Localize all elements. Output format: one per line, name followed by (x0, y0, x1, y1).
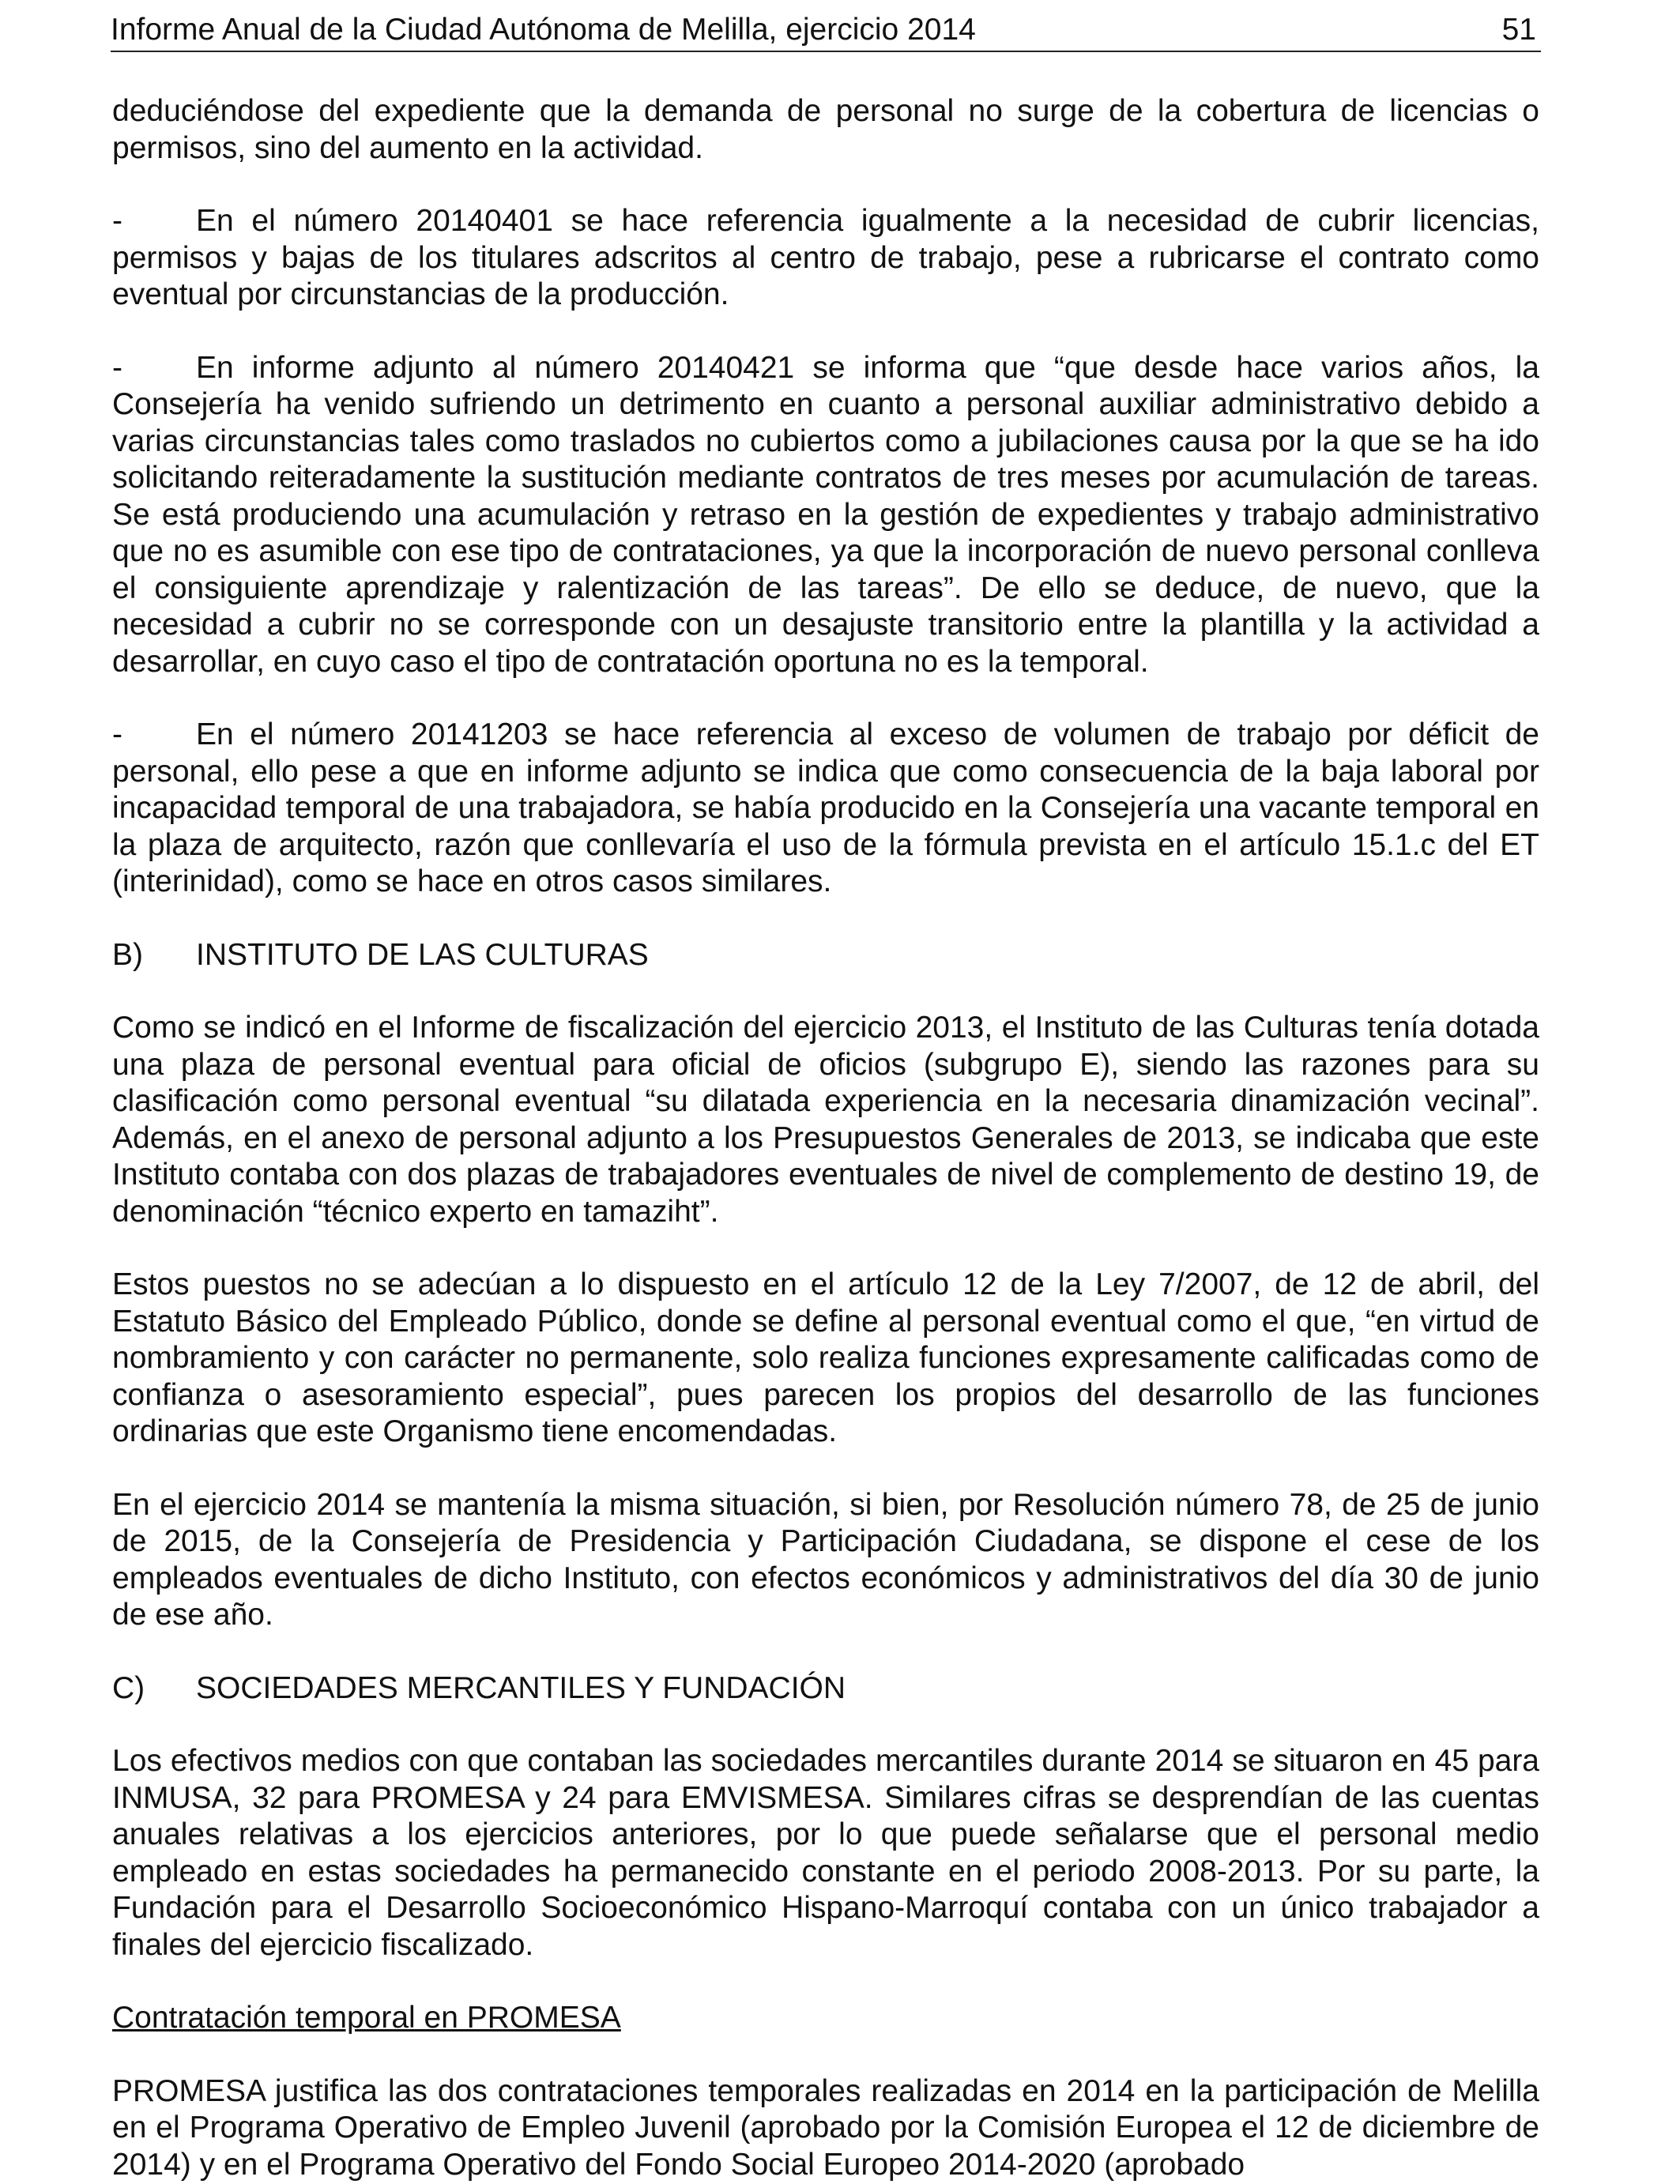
list-item-text: En informe adjunto al número 20140421 se informa que “que desde hace varios años, la Consejería ha venido sufriendo un detrimento en cuanto a personal auxiliar administrativo debido a varias circunstancias tales como traslados no cubiertos como a jubilaciones causa por la que se ha ido solicitando reiteradamente la sustitución mediante contratos de tres meses por acumulación de tareas. Se está produciendo una acumulación y retraso en la gestión de expedientes y trabajo administrativo que no es asumible con ese tipo de contrataciones, ya que la incorporación de nuevo personal conlleva el consiguiente aprendizaje y ralentización de las tareas”. De ello se deduce, de nuevo, que la necesidad a cubrir no se corresponde con un desajuste transitorio entre la plantilla y la actividad a desarrollar, en cuyo caso el tipo de contratación oportuna no es la temporal. (112, 350, 1539, 679)
subheading-promesa: Contratación temporal en PROMESA (112, 2001, 621, 2035)
section-title: INSTITUTO DE LAS CULTURAS (196, 937, 649, 972)
section-heading-b (112, 937, 1539, 974)
paragraph: PROMESA justifica las dos contrataciones temporales realizadas en 2014 en la participación de Melilla en el Programa Operativo de Empleo Juvenil (aprobado por la Comisión Europea el 12 de diciembre de 2014) y en el Programa Operativo del Fondo Social Europeo 2014-2020 (aprobado (112, 2073, 1539, 2182)
paragraph: En el ejercicio 2014 se mantenía la misma situación, si bien, por Resolución número 78, de 25 de junio de 2015, de la Consejería de Presidencia y Participación Ciudadana, se dispone el cese de los empleados eventuales de dicho Instituto, con efectos económicos y administrativos del día 30 de junio de ese año. (112, 1487, 1539, 1632)
paragraph: Como se indicó en el Informe de fiscalización del ejercicio 2013, el Instituto de las Culturas tenía dotada una plaza de personal eventual para oficial de oficios (subgrupo E), siendo las razones para su clasificación como personal eventual “su dilatada experiencia en la necesaria dinamización vecinal”. Además, en el anexo de personal adjunto a los Presupuestos Generales de 2013, se indicaba que este Instituto contaba con dos plazas de trabajadores eventuales de nivel de complemento de destino 19, de denominación “técnico experto en tamaziht”. (112, 1011, 1539, 1229)
list-item (112, 350, 1539, 681)
paragraph: deduciéndose del expediente que la demanda de personal no surge de la cobertura de licencias o permisos, sino del aumento en la actividad. (112, 94, 1539, 165)
paragraph: Estos puestos no se adecúan a lo dispuesto en el artículo 12 de la Ley 7/2007, de 12 de abril, del Estatuto Básico del Empleado Público, donde se define al personal eventual como el que, “en virtud de nombramiento y con carácter no permanente, solo realiza funciones expresamente calificadas como de confianza o asesoramiento especial”, pues parecen los propios del desarrollo de las funciones ordinarias que este Organismo tiene encomendadas. (112, 1267, 1539, 1448)
header-title: Informe Anual de la Ciudad Autónoma de Melilla, ejercicio 2014 (111, 13, 976, 47)
dash-marker: - (112, 350, 122, 385)
list-item (112, 717, 1539, 901)
section-letter: B) (112, 937, 143, 972)
dash-marker: - (112, 717, 122, 751)
paragraph: Los efectivos medios con que contaban las sociedades mercantiles durante 2014 se situaron en 45 para INMUSA, 32 para PROMESA y 24 para EMVISMESA. Similares cifras se desprendían de las cuentas anuales relativas a los ejercicios anteriores, por lo que puede señalarse que el personal medio empleado en estas sociedades ha permanecido constante en el periodo 2008-2013. Por su parte, la Fundación para el Desarrollo Socioeconómico Hispano-Marroquí contaba con un único trabajador a finales del ejercicio fiscalizado. (112, 1744, 1539, 1962)
list-item (112, 203, 1539, 314)
document-body (112, 93, 1539, 2183)
page-header (111, 9, 1541, 52)
section-heading-c (112, 1670, 1539, 1708)
dash-marker: - (112, 204, 122, 238)
section-letter: C) (112, 1670, 145, 1705)
section-title: SOCIEDADES MERCANTILES Y FUNDACIÓN (196, 1670, 846, 1705)
page-number: 51 (1501, 13, 1536, 47)
list-item-text: En el número 20141203 se hace referencia al exceso de volumen de trabajo por déficit de personal, ello pese a que en informe adjunto se indica que como consecuencia de la baja laboral por incapacidad temporal de una trabajadora, se había producido en la Consejería una vacante temporal en la plaza de arquitecto, razón que conllevaría el uso de la fórmula prevista en el artículo 15.1.c del ET (interinidad), como se hace en otros casos similares. (112, 717, 1539, 898)
list-item-text: En el número 20140401 se hace referencia igualmente a la necesidad de cubrir licencias, permisos y bajas de los titulares adscritos al centro de trabajo, pese a rubricarse el contrato como eventual por circunstancias de la producción. (112, 204, 1539, 311)
